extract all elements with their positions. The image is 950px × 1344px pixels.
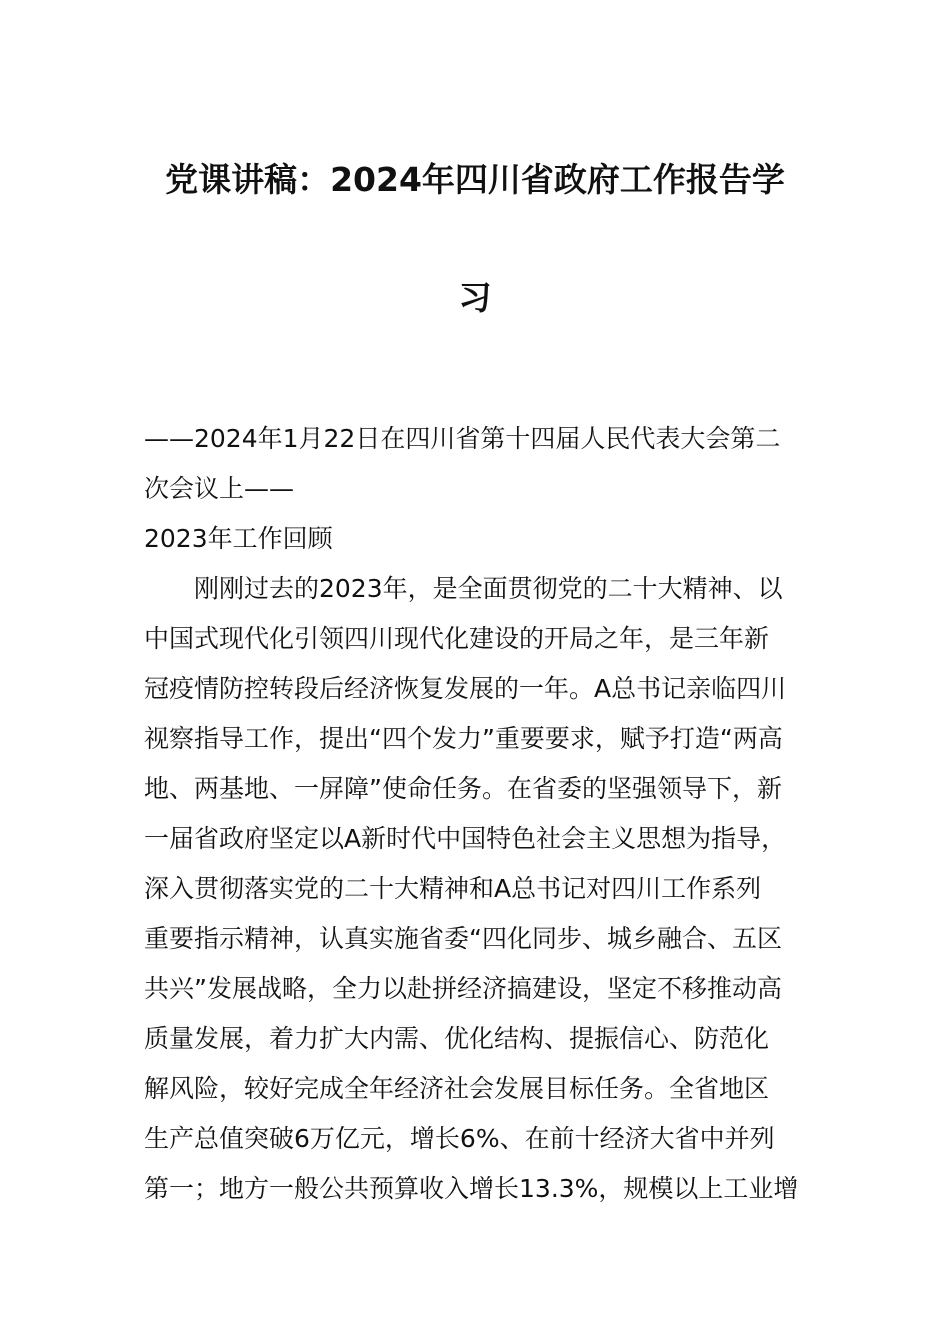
paragraph-line: 冠疫情防控转段后经济恢复发展的一年。A总书记亲临四川 <box>144 674 787 703</box>
paragraph-line: 第一；地方一般公共预算收入增长13.3%，规模以上工业增 <box>144 1174 799 1203</box>
document-title-line-2: 习 <box>458 278 492 317</box>
paragraph-line: 刚刚过去的2023年，是全面贯彻党的二十大精神、以 <box>194 574 783 603</box>
subtitle-line-1: ——2024年1月22日在四川省第十四届人民代表大会第二 <box>144 424 781 453</box>
paragraph-line: 共兴”发展战略，全力以赴拼经济搞建设，坚定不移推动高 <box>144 974 782 1003</box>
section-heading: 2023年工作回顾 <box>144 524 333 553</box>
paragraph-line: 生产总值突破6万亿元，增长6%、在前十经济大省中并列 <box>144 1124 775 1153</box>
paragraph-line: 解风险，较好完成全年经济社会发展目标任务。全省地区 <box>144 1074 770 1103</box>
paragraph-line: 重要指示精神，认真实施省委“四化同步、城乡融合、五区 <box>144 924 782 953</box>
document-body <box>144 414 834 1214</box>
paragraph-line: 质量发展，着力扩大内需、优化结构、提振信心、防范化 <box>144 1024 770 1053</box>
subtitle-line-2: 次会议上—— <box>144 474 295 503</box>
paragraph-line: 一届省政府坚定以A新时代中国特色社会主义思想为指导， <box>144 824 787 853</box>
paragraph-line: 地、两基地、一屏障”使命任务。在省委的坚强领导下，新 <box>144 774 782 803</box>
paragraph-line: 深入贯彻落实党的二十大精神和A总书记对四川工作系列 <box>144 874 762 903</box>
document-title-line-1: 党课讲稿：2024年四川省政府工作报告学 <box>165 160 785 199</box>
paragraph-line: 中国式现代化引领四川现代化建设的开局之年，是三年新 <box>144 624 770 653</box>
paragraph-line: 视察指导工作，提出“四个发力”重要要求，赋予打造“两高 <box>144 724 783 753</box>
